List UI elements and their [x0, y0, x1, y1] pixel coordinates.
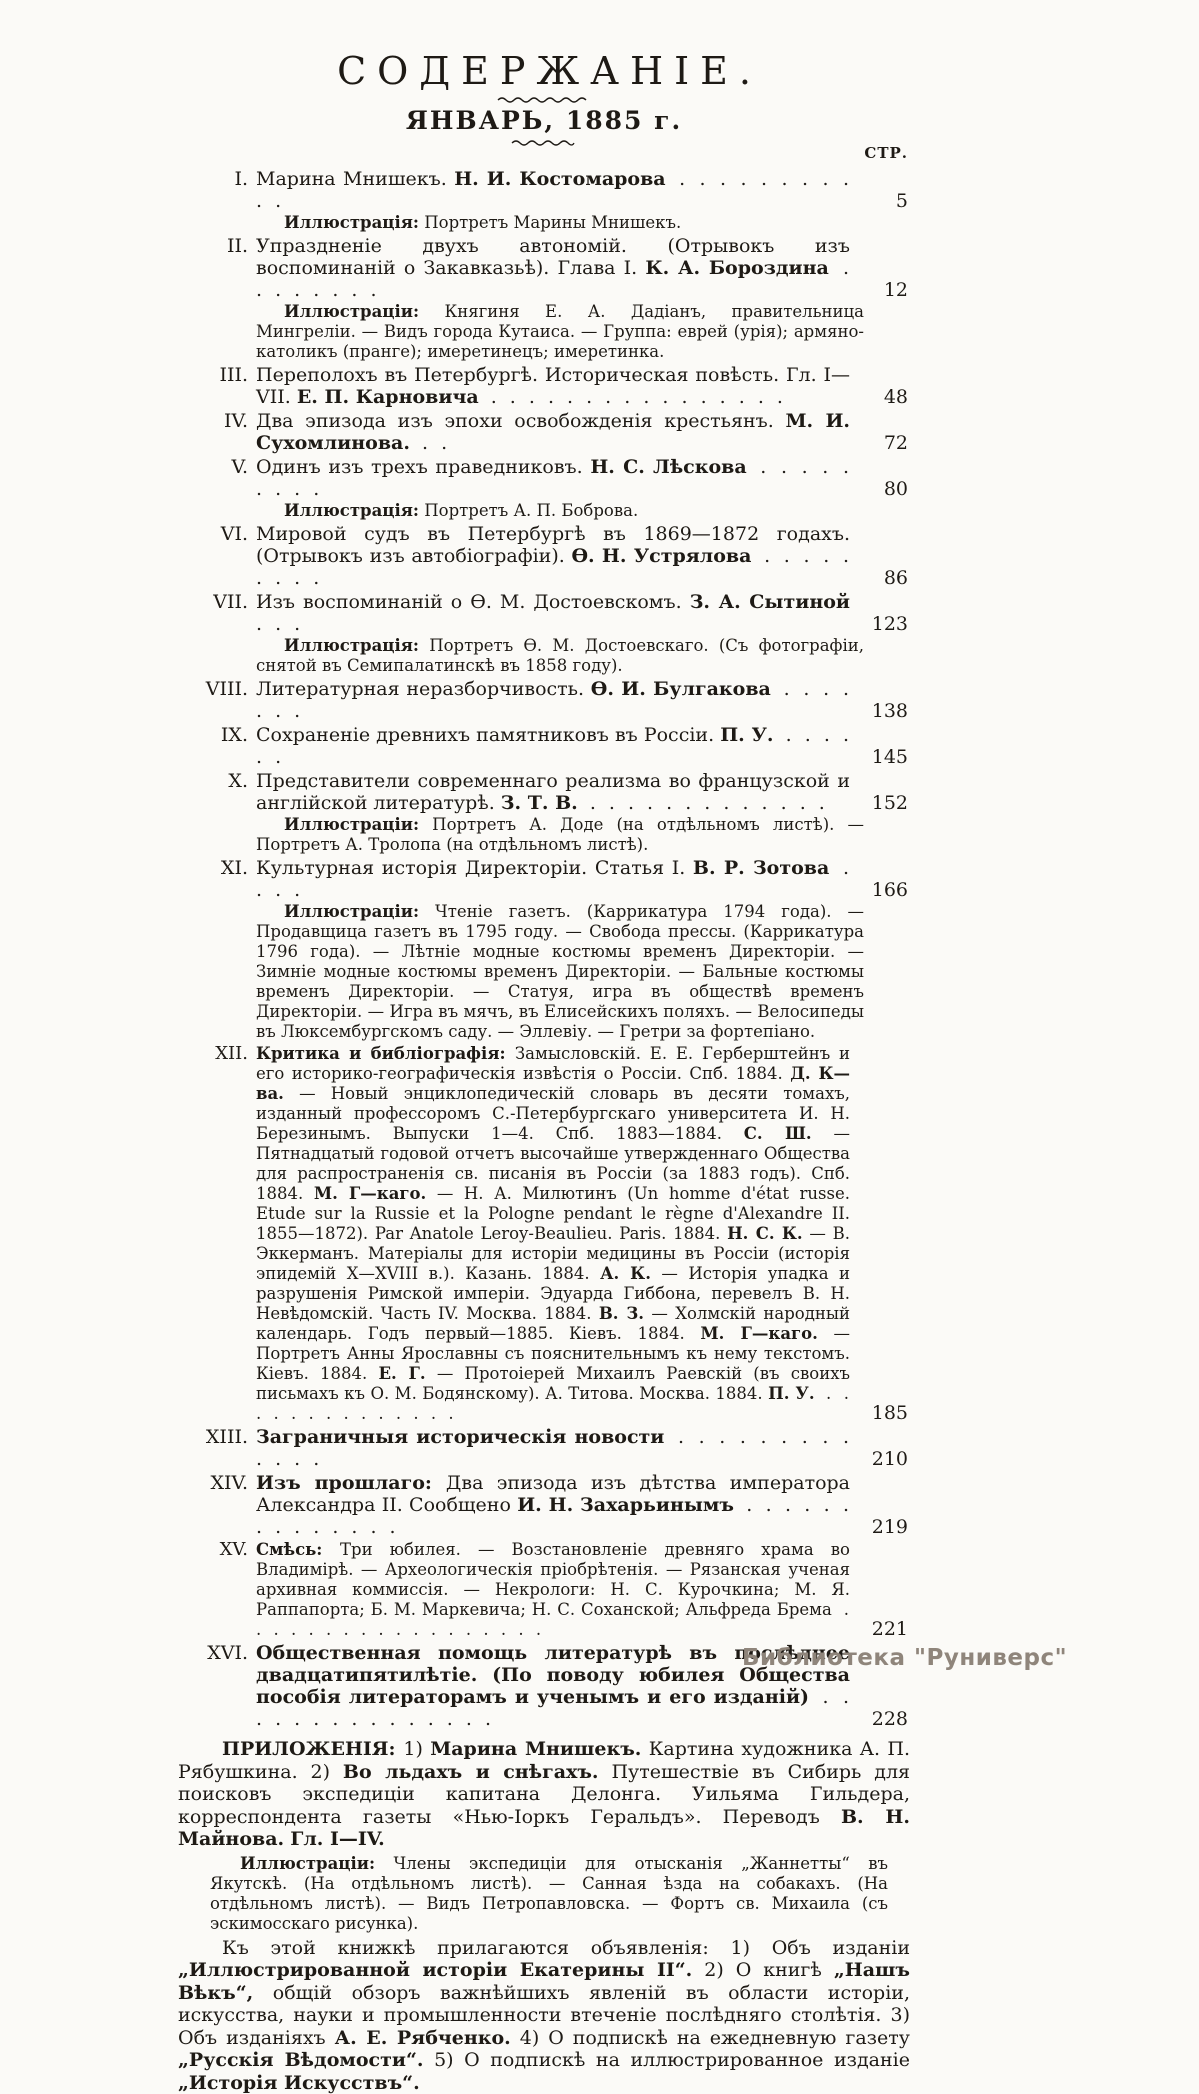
entry-title-line — [256, 523, 910, 589]
entry-text-run: М. И. Сухомлинова. — [256, 410, 850, 454]
paragraph-text-run: Картина художника А. П. Рябушкина. 2) — [178, 1738, 910, 1783]
entry-title-line — [256, 1426, 910, 1470]
toc-entry — [178, 1472, 910, 1538]
entry-title-line — [256, 364, 910, 408]
page-number: 166 — [872, 879, 908, 901]
entry-number: XIV. — [178, 1472, 248, 1494]
page-number: 80 — [884, 478, 908, 500]
page-column-header: СТР. — [864, 144, 908, 162]
dot-leader: . . . . . . . — [256, 678, 850, 722]
dot-leader: . . . . . . . . . . . . . — [578, 792, 826, 814]
entry-text-run: Одинъ изъ трехъ праведниковъ. — [256, 456, 590, 478]
paragraph-text-run: 1) — [403, 1738, 430, 1760]
entry-text-run: Изъ прошлаго: — [256, 1472, 446, 1494]
paragraph-text-run: Во льдахъ и снѣгахъ. — [343, 1761, 599, 1783]
dot-leader: . . . . . . . . . . . . . . . . . . — [256, 1600, 850, 1639]
toc-entry — [178, 410, 910, 454]
entry-text-run: Н. С. Лѣскова — [590, 456, 746, 478]
note-text-run: Портретъ А. П. Боброва. — [419, 501, 638, 520]
entry-note — [256, 636, 910, 676]
dot-leader: . . . . . . . . — [256, 257, 850, 301]
ornament-squiggle — [496, 95, 592, 103]
page-title: СОДЕРЖАНІЕ. — [178, 48, 910, 94]
page-number: 123 — [872, 613, 908, 635]
entry-number: XVI. — [178, 1642, 248, 1664]
masthead — [178, 48, 910, 158]
toc-entry — [178, 770, 910, 855]
entry-text-run: Изъ воспоминаній о Ѳ. М. Достоевскомъ. — [256, 591, 690, 613]
entry-text-run: П. У. — [768, 1384, 814, 1403]
entry-number: VII. — [178, 591, 248, 613]
entry-title-line — [256, 591, 910, 635]
page-number: 5 — [896, 190, 908, 212]
toc-entry — [178, 456, 910, 521]
entry-number: IV. — [178, 410, 248, 432]
paragraph-text-run: 2) О книгѣ — [692, 1959, 834, 1981]
dot-leader: . . . . . . . . . — [256, 456, 850, 500]
entry-text-run: Три юбилея. — Возстановленіе древняго храма во Владимірѣ. — Археологическія пріобрѣтенія. — Рязанская ученая архивная коммиссія. — Некрологи: Н. С. Курочкина; М. Я. Раппапорта; Б. М. Маркевича; Н. С. Соханской; Альфреда Брема — [256, 1540, 850, 1619]
entry-text-run: — Пятнадцатый годовой отчетъ высочайше утвержденнаго Общества для распространенія св. писанія въ Россіи (за 1883 годъ). Спб. 1884. — [256, 1124, 850, 1203]
dot-leader: . . . . . . . . . . . — [256, 168, 850, 212]
paragraph-text-run: В. Н. Майнова. — [178, 1806, 910, 1851]
entry-number: XII. — [178, 1044, 248, 1064]
dot-leader: . . . . . . . . . — [256, 545, 850, 589]
page-number: 138 — [872, 700, 908, 722]
entry-text-run: Два эпизода изъ дѣтства императора Александра II. Сообщено — [256, 1472, 850, 1516]
entry-title-line — [256, 235, 910, 301]
entry-text-run: В. Р. Зотова — [693, 857, 829, 879]
entry-text-run: С. Ш. — [744, 1124, 812, 1143]
entry-text-run: Н. С. К. — [727, 1224, 803, 1243]
entry-text-run: Е. П. Карновича — [297, 386, 479, 408]
note-text-run: Иллюстраціи: — [284, 302, 419, 321]
entry-number: III. — [178, 364, 248, 386]
entry-number: XIII. — [178, 1426, 248, 1448]
entry-text-run: М. Г—каго. — [700, 1324, 818, 1343]
entry-text-run: Общественная помощь литературѣ въ послѣднее двадцатипятилѣтіе. (По поводу юбилея Общества пособія литераторамъ и ученымъ и его изданій) — [256, 1642, 850, 1708]
entry-title-line — [256, 678, 910, 722]
dot-leader: . . . . . . . . . . . . . — [256, 1426, 850, 1470]
entry-text-run: Критика и библіографія: — [256, 1044, 515, 1063]
page-number: 219 — [872, 1516, 908, 1538]
paragraph-text-run: общій обзоръ важнѣйшихъ явленій въ области исторіи, искусства, науки и промышленности втеченіе послѣдняго столѣтія. 3) Объ изданіяхъ — [178, 1982, 910, 2049]
toc-page-content — [178, 48, 910, 2094]
dot-leader: . . . . . . . . . . . . . . — [256, 1494, 850, 1538]
entry-text-run: Н. И. Костомарова — [454, 168, 665, 190]
footer-paragraph — [178, 1738, 910, 1851]
issue-subtitle: ЯНВАРЬ, 1885 г. — [178, 105, 910, 137]
paragraph-text-run: Къ этой книжкѣ прилагаются объявленія: 1) Объ изданіи — [222, 1937, 910, 1959]
entry-note — [256, 302, 910, 362]
toc-entry — [178, 364, 910, 408]
note-text-run: Иллюстрація: — [284, 636, 419, 655]
entry-text-run: Заграничныя историческія новости — [256, 1426, 664, 1448]
dot-leader: . . . . . . . . . . . . . . — [256, 1384, 850, 1423]
note-text-run: Портретъ Ѳ. М. Достоевскаго. (Съ фотографіи, снятой въ Семипалатинскѣ въ 1858 году). — [256, 636, 864, 675]
dot-leader: . . — [410, 432, 448, 454]
page-number: 185 — [872, 1402, 908, 1424]
paragraph-text-run: ПРИЛОЖЕНІЯ: — [222, 1738, 403, 1760]
entry-number: X. — [178, 770, 248, 792]
entry-text-run: — Исторія упадка и разрушенія Римской имперіи. Эдуарда Гиббона, перевелъ В. Н. Невѣдомскій. Часть IV. Москва. 1884. — [256, 1264, 850, 1323]
paragraph-text-run: Иллюстраціи: — [240, 1854, 375, 1873]
note-text-run: Княгиня Е. А. Дадіанъ, правительница Мингреліи. — Видъ города Кутаиса. — Группа: еврей (урія); армяно-католикъ (пранге); имеретинецъ; имеретинка. — [256, 302, 864, 361]
toc-entry — [178, 523, 910, 589]
footer-paragraph — [178, 1937, 910, 2094]
paragraph-text-run: „Иллюстрированной исторіи Екатерины II“. — [178, 1959, 692, 1981]
entry-title-line — [256, 1472, 910, 1538]
entry-text-run: М. Г—каго. — [314, 1184, 426, 1203]
note-text-run: Чтеніе газетъ. (Каррикатура 1794 года). — Продавщица газетъ въ 1795 году. — Свобода прессы. (Каррикатура 1796 года). — Лѣтніе модные костюмы временъ Директоріи. — Зимніе модные костюмы временъ Директоріи. — Бальные костюмы временъ Директоріи. — Статуя, игра въ обществѣ временъ Директоріи. — Игра въ мячъ, въ Елисейскихъ поляхъ. — Велосипеды въ Люксембургскомъ саду. — Эллевіу. — Гретри за фортепіано. — [256, 902, 864, 1041]
entry-text-run: — В. Эккерманъ. Матеріалы для исторіи медицины въ Россіи (исторія эпидемій X—XVIII в.). Казань. 1884. — [256, 1224, 850, 1283]
watermark: Библиотека "Руниверс" — [742, 1645, 1067, 1671]
entry-note — [256, 815, 910, 855]
paragraph-text-run: Гл. I—IV. — [290, 1828, 385, 1850]
entry-number: VI. — [178, 523, 248, 545]
entry-note — [256, 902, 910, 1042]
entry-number: XV. — [178, 1540, 248, 1560]
entry-text-run: З. Т. В. — [501, 792, 578, 814]
paragraph-text-run: 5) О подпискѣ на иллюстрированное изданіе — [424, 2049, 910, 2071]
paragraph-text-run: 4) О подпискѣ на ежедневную газету — [511, 2027, 910, 2049]
entry-title-line — [256, 410, 910, 454]
toc-entry — [178, 1540, 910, 1640]
page-number: 145 — [872, 746, 908, 768]
entry-text-run: Упраздненіе двухъ автономій. (Отрывокъ изъ воспоминаній о Закавказьѣ). Глава I. — [256, 235, 850, 279]
entry-text-run: Мировой судъ въ Петербургѣ въ 1869—1872 годахъ. (Отрывокъ изъ автобіографіи). — [256, 523, 850, 567]
entry-note — [256, 213, 910, 233]
entry-text-run: Литературная неразборчивость. — [256, 678, 591, 700]
entry-number: II. — [178, 235, 248, 257]
note-text-run: Портретъ А. Доде (на отдѣльномъ листѣ). — Портретъ А. Тролопа (на отдѣльномъ листѣ). — [256, 815, 864, 854]
entry-title-line — [256, 857, 910, 901]
page-number: 210 — [872, 1448, 908, 1470]
entry-number: V. — [178, 456, 248, 478]
entry-number: XI. — [178, 857, 248, 879]
dot-leader: . . . . . . . . . . . . . . . . — [479, 386, 784, 408]
footer-paragraph — [210, 1854, 910, 1934]
entry-text-run: Сохраненіе древнихъ памятниковъ въ Россіи. — [256, 724, 720, 746]
entry-number: IX. — [178, 724, 248, 746]
entry-text-run: П. У. — [720, 724, 773, 746]
entry-number: I. — [178, 168, 248, 190]
entry-text-run: Ѳ. И. Булгакова — [591, 678, 771, 700]
page-number: 228 — [872, 1708, 908, 1730]
entry-text-run: И. Н. Захарьинымъ — [517, 1494, 734, 1516]
paragraph-text-run: „Русскія Вѣдомости“. — [178, 2049, 424, 2071]
paragraph-text-run: А. Е. Рябченко. — [335, 2027, 511, 2049]
entry-text-run: — Новый энциклопедическій словарь въ десяти томахъ, изданный профессоромъ С.-Петербургскаго университета И. Н. Березинымъ. Выпуски 1—4. Спб. 1883—1884. — [256, 1084, 850, 1143]
note-text-run: Иллюстрація: — [284, 213, 419, 232]
footer-paragraphs — [178, 1738, 910, 2094]
entry-text-run: Марина Мнишекъ. — [256, 168, 454, 190]
toc-entry — [178, 235, 910, 362]
paragraph-text-run: „Исторія Искусствъ“. — [178, 2072, 420, 2094]
dot-leader: . . . — [256, 613, 301, 635]
note-text-run: Иллюстраціи: — [284, 902, 419, 921]
entry-title-line — [256, 168, 910, 212]
entry-text-run: Замысловскій. Е. Е. Герберштейнъ и его историко-географическія извѣстія о Россіи. Спб. 1884. — [256, 1044, 850, 1083]
entry-text-run: Переполохъ въ Петербургѣ. Историческая повѣсть. Гл. I—VII. — [256, 364, 850, 408]
entry-title-line — [256, 724, 910, 768]
entry-text-run: Представители современнаго реализма во французской и англійской литературѣ. — [256, 770, 850, 814]
toc-list — [178, 168, 910, 1730]
entry-note — [256, 501, 910, 521]
dot-leader: . . . . — [256, 857, 850, 901]
toc-entry — [178, 1426, 910, 1470]
entry-text-run: Культурная исторія Директоріи. Статья I. — [256, 857, 693, 879]
note-text-run: Портретъ Марины Мнишекъ. — [419, 213, 681, 232]
entry-title-line — [256, 456, 910, 500]
entry-text-run: — Холмскій народный календарь. Годъ первый—1885. Кіевъ. 1884. — [256, 1304, 850, 1343]
paragraph-text-run: Марина Мнишекъ. — [430, 1738, 641, 1760]
entry-title-line — [256, 1044, 910, 1424]
entry-text-run: Д. К—ва. — [256, 1064, 850, 1103]
page-number: 12 — [884, 279, 908, 301]
page-number: 221 — [872, 1618, 908, 1640]
entry-text-run: З. А. Сытиной — [690, 591, 850, 613]
ornament-squiggle-small — [510, 138, 578, 146]
entry-text-run: Смѣсь: — [256, 1540, 340, 1559]
paragraph-text-run: Путешествіе въ Сибирь для поисковъ экспедиціи капитана Делонга. Уильяма Гильдера, корреспондента газеты «Нью-Іоркъ Геральдъ». Переводъ — [178, 1761, 910, 1828]
toc-entry — [178, 724, 910, 768]
entry-text-run: Ѳ. Н. Устрялова — [571, 545, 751, 567]
toc-entry — [178, 591, 910, 676]
entry-text-run: — Протоіерей Михаилъ Раевскій (въ своихъ письмахъ къ О. М. Бодянскому). А. Титова. Москва. 1884. — [256, 1364, 850, 1403]
entry-title-line — [256, 1540, 910, 1640]
toc-entry — [178, 168, 910, 233]
entry-text-run: — Н. А. Милютинъ (Un homme d'état russe. Etude sur la Russie et la Pologne pendant le règne d'Alexandre II. 1855—1872). Par Anatole Leroy-Beaulieu. Paris. 1884. — [256, 1184, 850, 1243]
page-number: 72 — [884, 432, 908, 454]
dot-leader: . . . . . . . . . . . . . . . — [256, 1686, 850, 1730]
toc-entry — [178, 1044, 910, 1424]
entry-text-run: В. З. — [599, 1304, 644, 1323]
note-text-run: Иллюстраціи: — [284, 815, 419, 834]
toc-entry — [178, 678, 910, 722]
toc-entry — [178, 857, 910, 1042]
entry-text-run: — Портретъ Анны Ярославны съ пояснительнымъ къ нему текстомъ. Кіевъ. 1884. — [256, 1324, 850, 1383]
paragraph-text-run: „Нашъ Вѣкъ“, — [178, 1959, 910, 2004]
entry-text-run: Два эпизода изъ эпохи освобожденія крестьянъ. — [256, 410, 786, 432]
dot-leader: . . . . . . — [256, 724, 850, 768]
entry-number: VIII. — [178, 678, 248, 700]
note-text-run: Иллюстрація: — [284, 501, 419, 520]
entry-title-line — [256, 770, 910, 814]
entry-text-run: А. К. — [600, 1264, 651, 1283]
paragraph-text-run: Члены экспедиціи для отысканія „Жаннетты“ въ Якутскѣ. (На отдѣльномъ листѣ). — Санная ѣзда на собакахъ. (На отдѣльномъ листѣ). — Видъ Петропавловска. — Фортъ св. Михаила (съ эскимосскаго рисунка). — [210, 1854, 888, 1933]
entry-text-run: Е. Г. — [378, 1364, 425, 1383]
page-number: 48 — [884, 386, 908, 408]
page-number: 152 — [872, 792, 908, 814]
page-number: 86 — [884, 567, 908, 589]
entry-text-run: К. А. Бороздина — [645, 257, 828, 279]
